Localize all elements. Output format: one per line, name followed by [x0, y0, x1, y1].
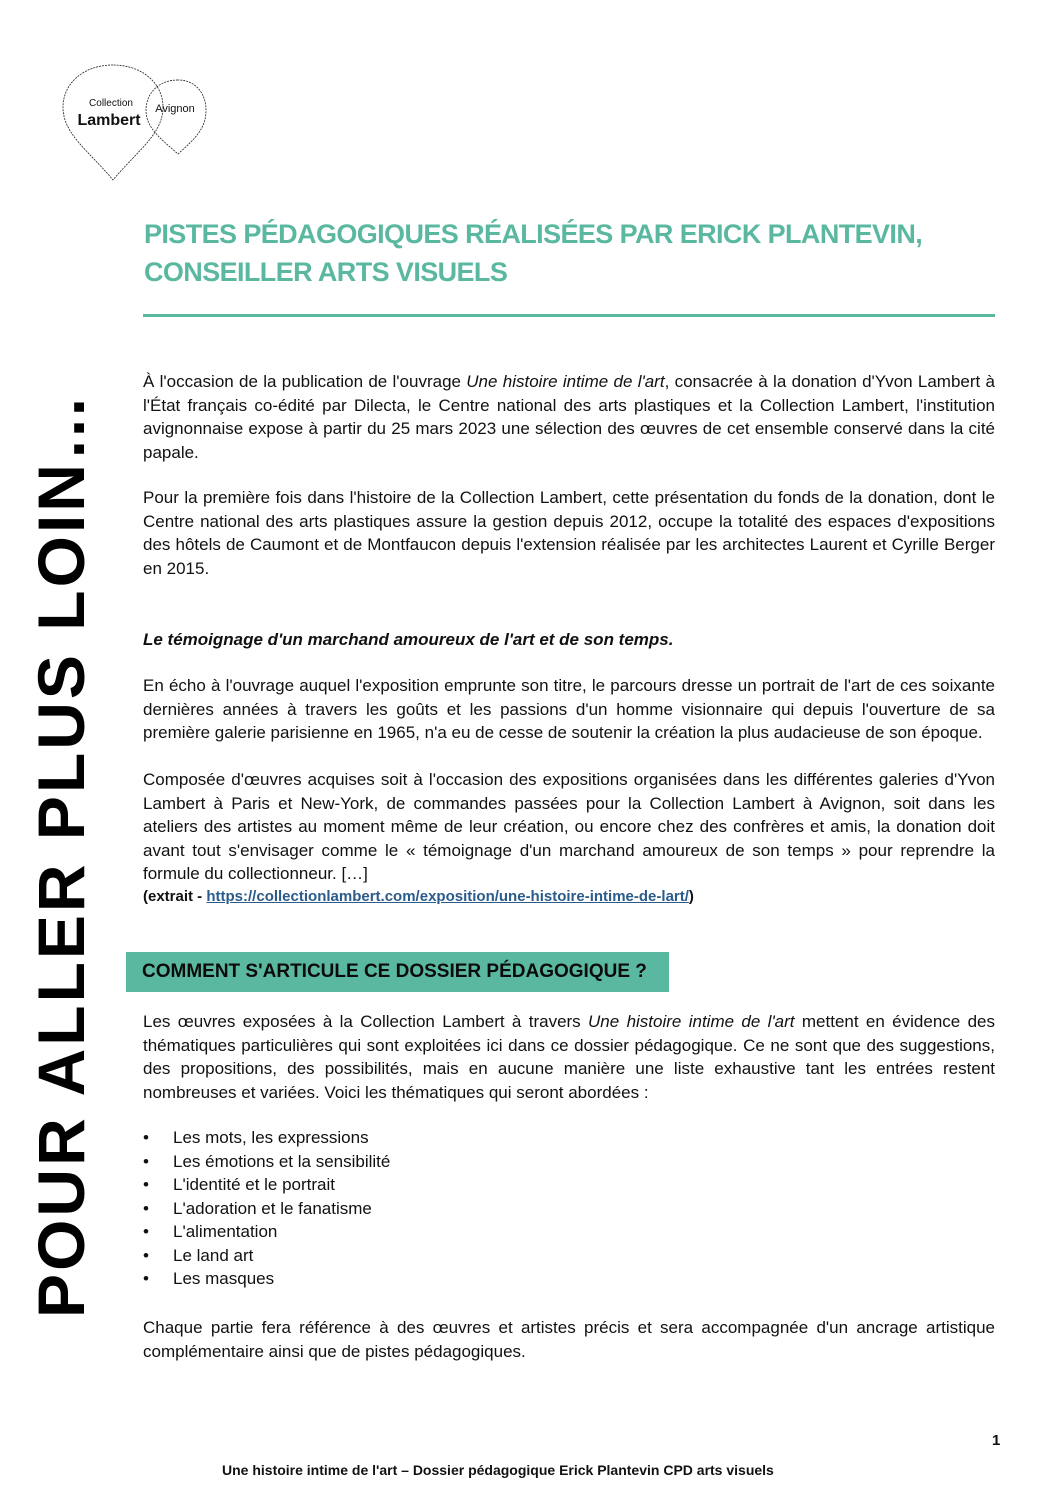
balloon-logo-icon [58, 62, 208, 182]
citation-suffix: ) [688, 888, 694, 905]
title-divider [143, 314, 995, 317]
book-title: Une histoire intime de l'art [466, 372, 665, 391]
text-run: mettent en évidence des thématiques particulières qui sont exploitées ici dans ce dossier pédagogique. Ce ne sont que des suggestions, des propositions, des possibilités, mais en aucune manière une liste exhaustive tant les entrées restent nombreuses et variées. Voici les thématiques qui seront abordées : [143, 1012, 995, 1102]
theme-label: Les émotions et la sensibilité [173, 1151, 391, 1171]
svg-text:Avignon: Avignon [155, 103, 195, 115]
section-banner: COMMENT S'ARTICULE CE DOSSIER PÉDAGOGIQUE ? [126, 952, 669, 992]
quote-paragraph-2: Composée d'œuvres acquises soit à l'occasion des expositions organisées dans les différentes galeries d'Yvon Lambert à Paris et New-York, de commandes passées pour la Collection Lambert à Avignon, soit dans les ateliers des artistes au moment même de leur création, ou encore chez des confrères et amis, la donation doit avant tout s'envisager comme le « témoignage d'un marchand amoureux de son temps » pour reprendre la formule du collectionneur. […] [143, 770, 995, 883]
page-footer: Une histoire intime de l'art – Dossier pédagogique Erick Plantevin CPD arts visuels [222, 1462, 774, 1478]
bullet-icon: • [143, 1222, 149, 1241]
theme-label: Les masques [173, 1269, 275, 1288]
source-link[interactable]: https://collectionlambert.com/exposition/une-histoire-intime-de-lart/ [206, 888, 689, 905]
text-run: À l'occasion de la publication de l'ouvrage [143, 372, 467, 391]
page-title [144, 215, 1014, 291]
list-item [143, 1150, 390, 1174]
theme-label: L'alimentation [173, 1222, 278, 1241]
page-number: 1 [992, 1432, 1001, 1449]
title-line-2: CONSEILLER ARTS VISUELS [144, 257, 508, 288]
bullet-icon: • [143, 1151, 149, 1171]
themes-list [143, 1126, 390, 1291]
theme-label: Le land art [173, 1245, 254, 1265]
list-item [143, 1197, 390, 1221]
list-item [143, 1244, 390, 1268]
list-item [143, 1173, 390, 1197]
citation-prefix: (extrait - [143, 888, 207, 905]
bullet-icon: • [143, 1198, 149, 1218]
dossier-paragraph [143, 1010, 995, 1104]
svg-text:Lambert: Lambert [77, 112, 141, 129]
bullet-icon: • [143, 1245, 149, 1265]
title-line-1: PISTES PÉDAGOGIQUES RÉALISÉES PAR ERICK PLANTEVIN, [144, 219, 923, 250]
svg-text:Collection: Collection [89, 98, 133, 109]
text-run: Les œuvres exposées à la Collection Lambert à travers [143, 1012, 589, 1031]
intro-paragraph-1 [143, 370, 995, 464]
collection-lambert-logo [58, 62, 208, 182]
list-item [143, 1267, 390, 1291]
quote-paragraph-1: En écho à l'ouvrage auquel l'exposition emprunte son titre, le parcours dresse un portrait de l'art de ces soixante dernières années à travers les goûts et les passions d'un homme visionnaire qui depuis l'ouverture de sa première galerie parisienne en 1965, n'a eu de cesse de soutenir la création la plus audacieuse de son époque. [143, 676, 995, 742]
theme-label: L'adoration et le fanatisme [173, 1198, 372, 1218]
bullet-icon: • [143, 1128, 149, 1147]
list-item [143, 1220, 390, 1244]
bullet-icon: • [143, 1175, 149, 1194]
text-run: , consacrée à la donation d'Yvon Lambert à l'État français co-édité par Dilecta, le Centre national des arts plastiques et la Collection Lambert, l'institution avignonnaise expose à partir du 25 mars 2023 une sélection des œuvres de cet ensemble conservé dans la cité papale. [143, 372, 995, 462]
intro-paragraph-2: Pour la première fois dans l'histoire de la Collection Lambert, cette présentation du fonds de la donation, dont le Centre national des arts plastiques assure la gestion depuis 2012, occupe la totalité des espaces d'expositions des hôtels de Caumont et de Montfaucon depuis l'extension réalisée par les architectes Laurent et Cyrille Berger en 2015. [143, 488, 995, 578]
vertical-text: POUR ALLER PLUS LOIN… [24, 392, 98, 1318]
side-vertical-heading [25, 345, 97, 1365]
list-item [143, 1126, 390, 1150]
bullet-icon: • [143, 1269, 149, 1288]
theme-label: Les mots, les expressions [173, 1128, 369, 1147]
book-title: Une histoire intime de l'art [588, 1012, 795, 1031]
closing-paragraph: Chaque partie fera référence à des œuvres et artistes précis et sera accompagnée d'un ancrage artistique complémentaire ainsi que de pistes pédagogiques. [143, 1318, 995, 1361]
section-subtitle: Le témoignage d'un marchand amoureux de l'art et de son temps. [143, 630, 674, 649]
theme-label: L'identité et le portrait [173, 1175, 336, 1194]
source-citation [143, 886, 995, 908]
